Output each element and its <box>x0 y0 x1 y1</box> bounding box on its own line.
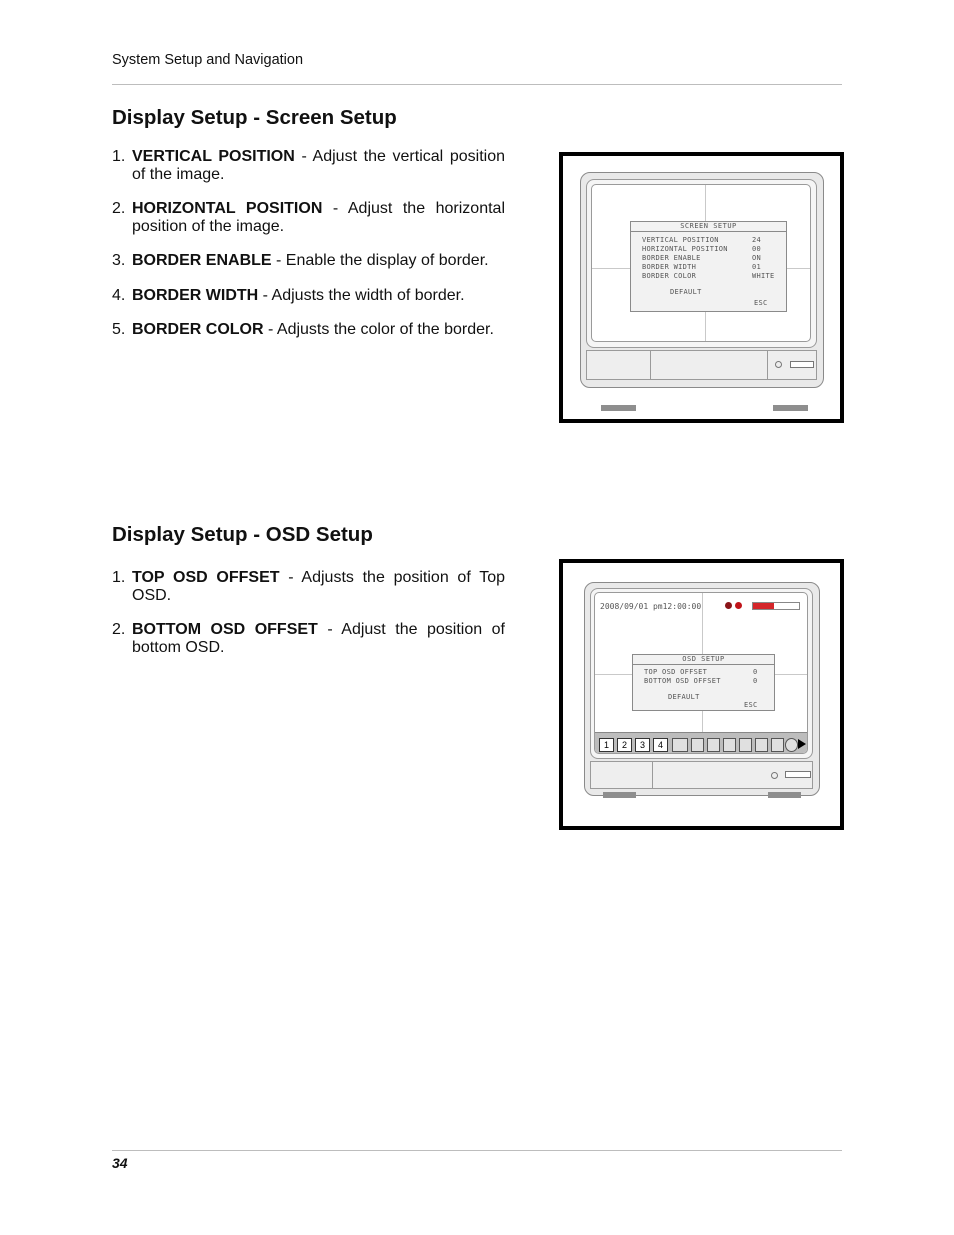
running-head: System Setup and Navigation <box>112 52 304 68</box>
power-led-icon <box>771 772 778 779</box>
item-term: TOP OSD OFFSET <box>132 569 280 586</box>
page-number: 34 <box>112 1155 128 1171</box>
menu-row-label: BORDER COLOR <box>642 272 697 280</box>
menu-row-label: BORDER WIDTH <box>642 263 697 271</box>
menu-row-value: ON <box>752 254 762 262</box>
menu-row-label: TOP OSD OFFSET <box>644 668 708 676</box>
setup-wrench-icon[interactable] <box>691 738 704 752</box>
item-description: - Adjust the position of bottom OSD. <box>132 621 506 656</box>
item-description: - Enable the display of border. <box>271 252 489 269</box>
menu-row-value: 0 <box>753 668 758 676</box>
item-term: VERTICAL POSITION <box>132 148 295 165</box>
menu-row-label: BOTTOM OSD OFFSET <box>644 677 721 685</box>
front-panel-slot <box>785 771 811 778</box>
hdd-usage-fill <box>753 603 774 609</box>
item-description: - Adjusts the width of border. <box>258 286 465 304</box>
base-divider <box>767 351 768 379</box>
menu-esc: ESC <box>754 299 768 307</box>
menu-row-value: 24 <box>752 236 762 244</box>
item-number: 4. <box>112 286 126 304</box>
monitor-bezel <box>586 179 817 348</box>
alarm-icon <box>725 602 732 609</box>
item-description: - Adjusts the color of the border. <box>263 321 494 338</box>
settings-icon[interactable] <box>785 738 798 752</box>
screen-setup-menu <box>630 221 787 312</box>
hdd-usage-bar <box>752 602 800 610</box>
channel-4-button[interactable]: 4 <box>653 738 668 752</box>
next-arrow-icon[interactable] <box>798 739 806 749</box>
list-item <box>112 287 505 305</box>
monitor-foot <box>773 405 808 411</box>
quad-view-icon[interactable] <box>672 738 688 752</box>
monitor-base <box>590 761 813 789</box>
channel-3-button[interactable]: 3 <box>635 738 650 752</box>
footer-rule <box>112 1150 842 1151</box>
item-term: BORDER WIDTH <box>132 286 259 304</box>
search-icon[interactable] <box>723 738 736 752</box>
record-icon <box>735 602 742 609</box>
item-term: HORIZONTAL POSITION <box>132 200 323 217</box>
dvr-toolbar <box>595 732 807 754</box>
menu-row-value: 0 <box>753 677 758 685</box>
monitor-screen <box>594 592 808 754</box>
menu-row-label: VERTICAL POSITION <box>642 236 719 244</box>
item-number: 1. <box>112 148 126 165</box>
list-item <box>112 252 505 270</box>
backup-icon[interactable] <box>755 738 768 752</box>
monitor-foot <box>768 792 801 798</box>
header-rule <box>112 84 842 85</box>
menu-row-label: BORDER ENABLE <box>642 254 701 262</box>
item-term: BORDER COLOR <box>132 321 264 338</box>
base-divider <box>650 351 651 379</box>
monitor-screen <box>591 184 811 342</box>
osd-setup-figure <box>559 559 844 830</box>
monitor-bezel <box>590 588 813 759</box>
item-description: - Adjusts the position of Top OSD. <box>132 569 505 604</box>
item-number: 2. <box>112 621 126 638</box>
list-item <box>112 321 505 339</box>
menu-row-value: 01 <box>752 263 762 271</box>
menu-row-value: WHITE <box>752 272 775 280</box>
list-item <box>112 148 505 183</box>
screen-setup-figure <box>559 152 844 423</box>
monitor-base <box>586 350 817 380</box>
ptz-icon[interactable] <box>771 738 784 752</box>
front-panel-slot <box>790 361 814 368</box>
list-item <box>112 200 505 235</box>
section-title-osd-setup: Display Setup - OSD Setup <box>112 523 373 546</box>
monitor-illustration <box>584 582 820 796</box>
list-item <box>112 621 505 656</box>
channel-1-button[interactable]: 1 <box>599 738 614 752</box>
menu-default: DEFAULT <box>668 693 700 701</box>
menu-title: OSD SETUP <box>633 655 774 665</box>
monitor-foot <box>601 405 636 411</box>
osd-setup-list <box>112 569 505 673</box>
monitor-illustration <box>580 172 824 388</box>
menu-default: DEFAULT <box>670 288 702 296</box>
list-item <box>112 569 505 604</box>
item-term: BORDER ENABLE <box>132 252 272 269</box>
power-led-icon <box>775 361 782 368</box>
item-term: BOTTOM OSD OFFSET <box>132 621 318 638</box>
channel-2-button[interactable]: 2 <box>617 738 632 752</box>
base-divider <box>652 762 653 788</box>
playback-icon[interactable] <box>707 738 720 752</box>
network-icon[interactable] <box>739 738 752 752</box>
item-number: 2. <box>112 200 126 217</box>
item-description: - Adjust the vertical position of the image. <box>132 148 505 183</box>
menu-title: SCREEN SETUP <box>631 222 786 232</box>
item-description: - Adjust the horizontal position of the image. <box>132 200 505 235</box>
osd-setup-menu <box>632 654 775 711</box>
monitor-foot <box>603 792 636 798</box>
item-number: 3. <box>112 252 126 269</box>
item-number: 1. <box>112 569 126 586</box>
osd-datetime: 2008/09/01 pm12:00:00 <box>600 602 702 611</box>
menu-row-label: HORIZONTAL POSITION <box>642 245 728 253</box>
screen-setup-list <box>112 148 505 356</box>
section-title-screen-setup: Display Setup - Screen Setup <box>112 106 397 129</box>
menu-row-value: 00 <box>752 245 762 253</box>
menu-esc: ESC <box>744 701 758 709</box>
item-number: 5. <box>112 321 126 338</box>
